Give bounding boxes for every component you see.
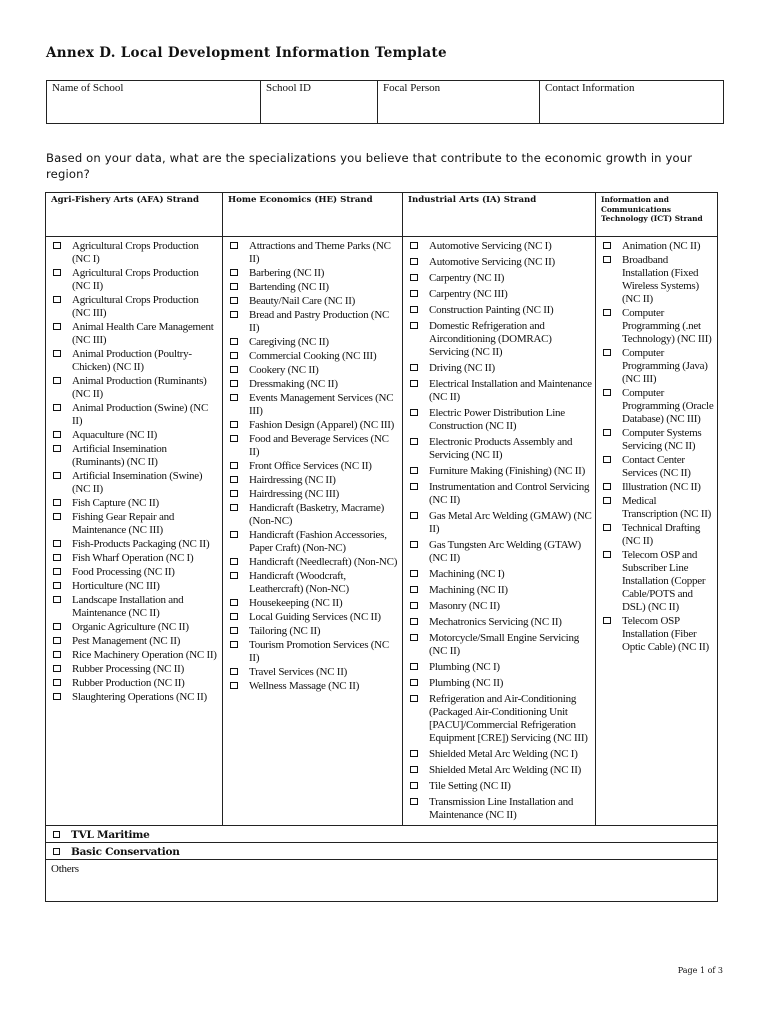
specialization-label: Plumbing (NC I)	[429, 661, 500, 673]
specialization-item[interactable]	[51, 511, 219, 537]
specialization-item[interactable]	[51, 267, 219, 293]
specialization-label: Broadband Installation (Fixed Wireless Systems) (NC II)	[622, 254, 699, 305]
specialization-label: Mechatronics Servicing (NC II)	[429, 616, 562, 628]
specialization-label: Landscape Installation and Maintenance (NC II)	[72, 594, 184, 619]
specialization-item[interactable]	[51, 240, 219, 266]
specialization-label: Tile Setting (NC II)	[429, 780, 511, 792]
specialization-label: Organic Agriculture (NC II)	[72, 621, 189, 633]
specialization-label: Telecom OSP and Subscriber Line Installation (Copper Cable/POTS and DSL) (NC II)	[622, 549, 706, 613]
checkbox[interactable]	[230, 682, 238, 689]
checkbox[interactable]	[53, 568, 61, 575]
specialization-item[interactable]	[228, 474, 399, 487]
specialization-label: Machining (NC I)	[429, 568, 505, 580]
specialization-item[interactable]	[408, 288, 592, 301]
checkbox[interactable]	[230, 572, 238, 579]
school-id-field[interactable]: School ID	[261, 81, 378, 124]
checkbox[interactable]	[410, 618, 418, 625]
basic-conservation-row[interactable]	[46, 843, 718, 860]
specialization-item[interactable]	[51, 348, 219, 374]
specialization-label: Fishing Gear Repair and Maintenance (NC III)	[72, 511, 175, 536]
checkbox[interactable]	[230, 421, 238, 428]
checkbox[interactable]	[230, 435, 238, 442]
checkbox[interactable]	[230, 366, 238, 373]
checkbox[interactable]	[603, 349, 611, 356]
ict-strand-heading: Information and Communications Technology (ICT) Strand	[596, 193, 718, 237]
specialization-item[interactable]	[228, 281, 399, 294]
basic-conservation-label: Basic Conservation	[71, 846, 180, 858]
page-number: Page 1 of 3	[677, 966, 723, 975]
specialization-label: Carpentry (NC II)	[429, 272, 505, 284]
specialization-item[interactable]	[408, 796, 592, 822]
checkbox[interactable]	[410, 766, 418, 773]
checkbox[interactable]	[603, 256, 611, 263]
specialization-label: Computer Programming (.net Technology) (NC III)	[622, 307, 712, 345]
specialization-item[interactable]	[408, 616, 592, 629]
checkbox[interactable]	[230, 558, 238, 565]
specialization-label: Bread and Pastry Production (NC II)	[249, 309, 390, 334]
document-title: Annex D. Local Development Information Template	[46, 45, 447, 61]
checkbox[interactable]	[410, 750, 418, 757]
checkbox[interactable]	[53, 499, 61, 506]
checkbox[interactable]	[603, 497, 611, 504]
specialization-item[interactable]	[51, 429, 219, 442]
specialization-label: Fashion Design (Apparel) (NC III)	[249, 419, 395, 431]
checkbox[interactable]	[410, 602, 418, 609]
specialization-item[interactable]	[228, 570, 399, 596]
specialization-label: Handicraft (Needlecraft) (Non-NC)	[249, 556, 398, 568]
specialization-item[interactable]	[51, 580, 219, 593]
specialization-item[interactable]	[601, 347, 714, 386]
checkbox[interactable]	[603, 389, 611, 396]
checkbox[interactable]	[603, 617, 611, 624]
checkbox[interactable]	[53, 554, 61, 561]
specialization-label: Tailoring (NC II)	[249, 625, 321, 637]
specialization-item[interactable]	[51, 677, 219, 690]
checkbox[interactable]	[53, 472, 61, 479]
basic-conservation-checkbox[interactable]	[53, 848, 60, 855]
specialization-label: Commercial Cooking (NC III)	[249, 350, 377, 362]
specialization-label: Transmission Line Installation and Maintenance (NC II)	[429, 796, 574, 821]
checkbox[interactable]	[53, 513, 61, 520]
specialization-item[interactable]	[228, 364, 399, 377]
checkbox[interactable]	[230, 613, 238, 620]
specialization-label: Local Guiding Services (NC II)	[249, 611, 381, 623]
specialization-item[interactable]	[408, 481, 592, 507]
checkbox[interactable]	[230, 242, 238, 249]
ia-strand-column	[403, 237, 596, 826]
specialization-label: Automotive Servicing (NC II)	[429, 256, 555, 268]
specialization-item[interactable]	[228, 309, 399, 335]
checkbox[interactable]	[53, 242, 61, 249]
specializations-table	[45, 192, 718, 902]
specialization-item[interactable]	[51, 402, 219, 428]
checkbox[interactable]	[230, 380, 238, 387]
checkbox[interactable]	[230, 504, 238, 511]
specialization-label: Contact Center Services (NC II)	[622, 454, 691, 479]
specialization-label: Telecom OSP Installation (Fiber Optic Cable) (NC II)	[622, 615, 709, 653]
specialization-label: Automotive Servicing (NC I)	[429, 240, 552, 252]
checkbox[interactable]	[603, 551, 611, 558]
specialization-item[interactable]	[408, 780, 592, 793]
specialization-label: Technical Drafting (NC II)	[622, 522, 701, 547]
checkbox[interactable]	[410, 290, 418, 297]
ict-strand-list	[601, 240, 714, 654]
specialization-item[interactable]	[228, 556, 399, 569]
checkbox[interactable]	[53, 323, 61, 330]
specialization-label: Domestic Refrigeration and Airconditioning (DOMRAC) Servicing (NC II)	[429, 320, 552, 358]
checkbox[interactable]	[410, 467, 418, 474]
specialization-label: Animation (NC II)	[622, 240, 701, 252]
specialization-item[interactable]	[51, 691, 219, 704]
specialization-label: Attractions and Theme Parks (NC II)	[249, 240, 391, 265]
others-field[interactable]	[46, 860, 718, 902]
specialization-label: Travel Services (NC II)	[249, 666, 348, 678]
checkbox[interactable]	[230, 490, 238, 497]
checkbox[interactable]	[230, 599, 238, 606]
specialization-label: Artificial Insemination (Ruminants) (NC II)	[72, 443, 167, 468]
specialization-item[interactable]	[601, 481, 714, 494]
specialization-label: Beauty/Nail Care (NC II)	[249, 295, 356, 307]
tvl-maritime-row[interactable]	[46, 826, 718, 843]
specialization-item[interactable]	[408, 256, 592, 269]
specialization-label: Motorcycle/Small Engine Servicing (NC II)	[429, 632, 579, 657]
specialization-label: Pest Management (NC II)	[72, 635, 181, 647]
specialization-label: Handicraft (Fashion Accessories, Paper Craft) (Non-NC)	[249, 529, 387, 554]
checkbox[interactable]	[53, 296, 61, 303]
specialization-label: Machining (NC II)	[429, 584, 508, 596]
others-label: Others	[51, 863, 79, 875]
checkbox[interactable]	[410, 782, 418, 789]
specialization-item[interactable]	[51, 566, 219, 579]
specialization-item[interactable]	[51, 649, 219, 662]
specialization-item[interactable]	[408, 362, 592, 375]
specialization-item[interactable]	[408, 539, 592, 565]
specialization-label: Computer Programming (Java) (NC III)	[622, 347, 708, 385]
checkbox[interactable]	[53, 404, 61, 411]
specialization-label: Electronic Products Assembly and Servicing (NC II)	[429, 436, 573, 461]
tvl-maritime-checkbox[interactable]	[53, 831, 60, 838]
specialization-label: Agricultural Crops Production (NC III)	[72, 294, 199, 319]
specialization-item[interactable]	[51, 594, 219, 620]
checkbox[interactable]	[603, 456, 611, 463]
checkbox[interactable]	[410, 679, 418, 686]
checkbox[interactable]	[53, 665, 61, 672]
tvl-maritime-label: TVL Maritime	[71, 829, 150, 841]
specialization-item[interactable]	[228, 666, 399, 679]
specialization-label: Computer Programming (Oracle Database) (NC III)	[622, 387, 714, 425]
specialization-label: Rubber Production (NC II)	[72, 677, 185, 689]
name-of-school-field[interactable]: Name of School	[47, 81, 261, 124]
checkbox[interactable]	[410, 242, 418, 249]
specialization-item[interactable]	[228, 625, 399, 638]
checkbox[interactable]	[53, 431, 61, 438]
ia-strand-list	[408, 240, 592, 822]
specialization-label: Food and Beverage Services (NC II)	[249, 433, 389, 458]
specialization-item[interactable]	[408, 436, 592, 462]
checkbox[interactable]	[53, 269, 61, 276]
specialization-label: Events Management Services (NC III)	[249, 392, 394, 417]
checkbox[interactable]	[410, 306, 418, 313]
specialization-label: Rubber Processing (NC II)	[72, 663, 184, 675]
specialization-label: Animal Health Care Management (NC III)	[72, 321, 214, 346]
afa-strand-heading: Agri-Fishery Arts (AFA) Strand	[46, 193, 223, 237]
specialization-question: Based on your data, what are the specializations you believe that contribute to the economic growth in your region?	[46, 151, 693, 181]
specialization-item[interactable]	[51, 621, 219, 634]
checkbox[interactable]	[410, 570, 418, 577]
checkbox[interactable]	[410, 634, 418, 641]
afa-strand-list	[51, 240, 219, 704]
specialization-item[interactable]	[408, 465, 592, 478]
specialization-item[interactable]	[408, 240, 592, 253]
focal-person-field[interactable]: Focal Person	[378, 81, 540, 124]
specialization-label: Electric Power Distribution Line Construction (NC II)	[429, 407, 565, 432]
specialization-item[interactable]	[51, 635, 219, 648]
specialization-item[interactable]	[228, 378, 399, 391]
specialization-label: Medical Transcription (NC II)	[622, 495, 712, 520]
checkbox[interactable]	[410, 512, 418, 519]
specialization-item[interactable]	[228, 295, 399, 308]
specialization-label: Carpentry (NC III)	[429, 288, 508, 300]
specialization-item[interactable]	[51, 470, 219, 496]
specialization-label: Dressmaking (NC II)	[249, 378, 338, 390]
checkbox[interactable]	[53, 582, 61, 589]
specialization-item[interactable]	[601, 549, 714, 614]
ict-strand-column	[596, 237, 718, 826]
specialization-item[interactable]	[228, 336, 399, 349]
specialization-label: Rice Machinery Operation (NC II)	[72, 649, 217, 661]
specialization-label: Handicraft (Basketry, Macrame) (Non-NC)	[249, 502, 385, 527]
specialization-label: Hairdressing (NC II)	[249, 474, 336, 486]
checkbox[interactable]	[230, 627, 238, 634]
specialization-item[interactable]	[601, 454, 714, 480]
specialization-item[interactable]	[228, 240, 399, 266]
checkbox[interactable]	[603, 429, 611, 436]
specialization-label: Plumbing (NC II)	[429, 677, 504, 689]
checkbox[interactable]	[53, 693, 61, 700]
school-info-table	[46, 80, 724, 124]
specialization-label: Horticulture (NC III)	[72, 580, 160, 592]
checkbox[interactable]	[410, 695, 418, 702]
checkbox[interactable]	[53, 679, 61, 686]
checkbox[interactable]	[230, 297, 238, 304]
specialization-label: Shielded Metal Arc Welding (NC I)	[429, 748, 578, 760]
checkbox[interactable]	[53, 623, 61, 630]
specialization-label: Fish Wharf Operation (NC I)	[72, 552, 194, 564]
contact-information-field[interactable]: Contact Information	[540, 81, 724, 124]
specialization-label: Artificial Insemination (Swine) (NC II)	[72, 470, 203, 495]
checkbox[interactable]	[410, 258, 418, 265]
specialization-item[interactable]	[408, 764, 592, 777]
checkbox[interactable]	[410, 483, 418, 490]
specialization-label: Animal Production (Swine) (NC II)	[72, 402, 209, 427]
checkbox[interactable]	[230, 269, 238, 276]
specialization-item[interactable]	[601, 307, 714, 346]
specialization-item[interactable]	[408, 304, 592, 317]
checkbox[interactable]	[410, 380, 418, 387]
specialization-label: Illustration (NC II)	[622, 481, 701, 493]
checkbox[interactable]	[410, 586, 418, 593]
specialization-item[interactable]	[601, 427, 714, 453]
specialization-label: Computer Systems Servicing (NC II)	[622, 427, 702, 452]
checkbox[interactable]	[230, 311, 238, 318]
specialization-label: Electrical Installation and Maintenance (NC II)	[429, 378, 592, 403]
specialization-item[interactable]	[408, 584, 592, 597]
specialization-item[interactable]	[228, 460, 399, 473]
specialization-item[interactable]	[228, 392, 399, 418]
specialization-item[interactable]	[228, 529, 399, 555]
specialization-label: Fish-Products Packaging (NC II)	[72, 538, 210, 550]
specialization-item[interactable]	[228, 267, 399, 280]
specialization-label: Barbering (NC II)	[249, 267, 325, 279]
specialization-label: Instrumentation and Control Servicing (NC II)	[429, 481, 590, 506]
specialization-item[interactable]	[601, 522, 714, 548]
specialization-label: Bartending (NC II)	[249, 281, 329, 293]
specialization-label: Hairdressing (NC III)	[249, 488, 340, 500]
checkbox[interactable]	[410, 322, 418, 329]
specialization-item[interactable]	[51, 443, 219, 469]
checkbox[interactable]	[53, 596, 61, 603]
specialization-item[interactable]	[601, 254, 714, 306]
specialization-label: Front Office Services (NC II)	[249, 460, 372, 472]
specialization-item[interactable]	[228, 680, 399, 693]
specialization-item[interactable]	[601, 240, 714, 253]
specialization-item[interactable]	[228, 433, 399, 459]
specialization-label: Aquaculture (NC II)	[72, 429, 158, 441]
specialization-item[interactable]	[228, 419, 399, 432]
checkbox[interactable]	[603, 242, 611, 249]
specialization-label: Caregiving (NC II)	[249, 336, 329, 348]
he-strand-heading: Home Economics (HE) Strand	[223, 193, 403, 237]
specialization-label: Agricultural Crops Production (NC I)	[72, 240, 199, 265]
specialization-item[interactable]	[228, 639, 399, 665]
checkbox[interactable]	[230, 531, 238, 538]
checkbox[interactable]	[230, 476, 238, 483]
specialization-item[interactable]	[408, 510, 592, 536]
specialization-item[interactable]	[408, 568, 592, 581]
specialization-label: Refrigeration and Air-Conditioning (Packaged Air-Conditioning Unit [PACU]/Commercial Refrigeration Equipment [CRE]) Servicing (NC III)	[429, 693, 588, 744]
checkbox[interactable]	[230, 338, 238, 345]
checkbox[interactable]	[53, 637, 61, 644]
checkbox[interactable]	[410, 798, 418, 805]
specialization-item[interactable]	[408, 661, 592, 674]
checkbox[interactable]	[230, 352, 238, 359]
specialization-label: Driving (NC II)	[429, 362, 495, 374]
specialization-item[interactable]	[408, 600, 592, 613]
checkbox[interactable]	[53, 377, 61, 384]
specialization-item[interactable]	[408, 378, 592, 404]
afa-strand-column	[46, 237, 223, 826]
specialization-label: Gas Tungsten Arc Welding (GTAW) (NC II)	[429, 539, 581, 564]
checkbox[interactable]	[603, 483, 611, 490]
specialization-label: Handicraft (Woodcraft, Leathercraft) (Non-NC)	[249, 570, 349, 595]
checkbox[interactable]	[410, 274, 418, 281]
specialization-item[interactable]	[408, 407, 592, 433]
specialization-item[interactable]	[51, 321, 219, 347]
specialization-item[interactable]	[408, 632, 592, 658]
specialization-item[interactable]	[228, 488, 399, 501]
checkbox[interactable]	[410, 409, 418, 416]
specialization-item[interactable]	[408, 320, 592, 359]
he-strand-column	[223, 237, 403, 826]
specialization-label: Masonry (NC II)	[429, 600, 500, 612]
specialization-item[interactable]	[601, 495, 714, 521]
specialization-label: Cookery (NC II)	[249, 364, 319, 376]
specialization-label: Construction Painting (NC II)	[429, 304, 554, 316]
specialization-label: Shielded Metal Arc Welding (NC II)	[429, 764, 582, 776]
checkbox[interactable]	[410, 364, 418, 371]
specialization-item[interactable]	[601, 615, 714, 654]
specialization-label: Agricultural Crops Production (NC II)	[72, 267, 199, 292]
checkbox[interactable]	[603, 309, 611, 316]
specialization-item[interactable]	[408, 748, 592, 761]
checkbox[interactable]	[53, 445, 61, 452]
specialization-item[interactable]	[51, 497, 219, 510]
checkbox[interactable]	[230, 283, 238, 290]
checkbox[interactable]	[230, 641, 238, 648]
checkbox[interactable]	[603, 524, 611, 531]
specialization-item[interactable]	[51, 663, 219, 676]
specialization-label: Housekeeping (NC II)	[249, 597, 343, 609]
specialization-item[interactable]	[228, 597, 399, 610]
specialization-label: Food Processing (NC II)	[72, 566, 175, 578]
specialization-label: Wellness Massage (NC II)	[249, 680, 360, 692]
ia-strand-heading: Industrial Arts (IA) Strand	[403, 193, 596, 237]
specialization-item[interactable]	[408, 272, 592, 285]
specialization-label: Animal Production (Ruminants) (NC II)	[72, 375, 207, 400]
specialization-item[interactable]	[51, 538, 219, 551]
specialization-label: Fish Capture (NC II)	[72, 497, 159, 509]
checkbox[interactable]	[410, 438, 418, 445]
specialization-label: Tourism Promotion Services (NC II)	[249, 639, 389, 664]
specialization-item[interactable]	[228, 611, 399, 624]
checkbox[interactable]	[53, 350, 61, 357]
specialization-item[interactable]	[228, 350, 399, 363]
he-strand-list	[228, 240, 399, 693]
specialization-item[interactable]	[228, 502, 399, 528]
checkbox[interactable]	[230, 394, 238, 401]
specialization-item[interactable]	[601, 387, 714, 426]
specialization-item[interactable]	[51, 375, 219, 401]
specialization-label: Animal Production (Poultry-Chicken) (NC II)	[72, 348, 192, 373]
specialization-label: Slaughtering Operations (NC II)	[72, 691, 207, 703]
specialization-item[interactable]	[408, 677, 592, 690]
checkbox[interactable]	[53, 540, 61, 547]
checkbox[interactable]	[410, 541, 418, 548]
checkbox[interactable]	[53, 651, 61, 658]
specialization-item[interactable]	[51, 294, 219, 320]
specialization-label: Gas Metal Arc Welding (GMAW) (NC II)	[429, 510, 592, 535]
checkbox[interactable]	[410, 663, 418, 670]
specialization-item[interactable]	[51, 552, 219, 565]
checkbox[interactable]	[230, 462, 238, 469]
checkbox[interactable]	[230, 668, 238, 675]
specialization-label: Furniture Making (Finishing) (NC II)	[429, 465, 585, 477]
specialization-item[interactable]	[408, 693, 592, 745]
